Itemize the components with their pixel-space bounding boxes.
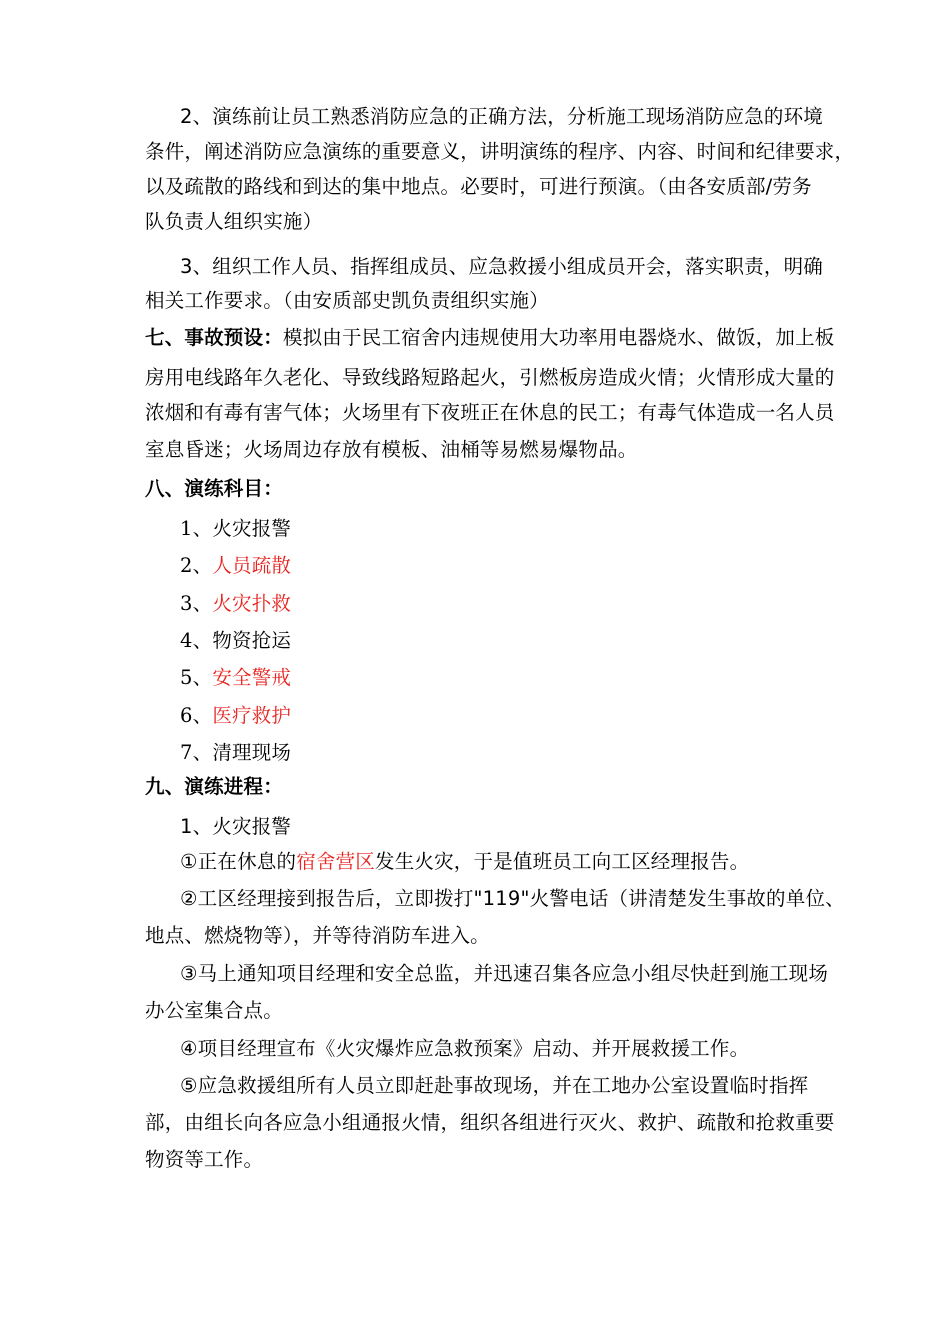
drill-subject-label: 清理现场 <box>212 741 292 764</box>
prep-item2-line: 2、演练前让员工熟悉消防应急的正确方法，分析施工现场消防应急的环境 <box>180 105 824 128</box>
drill-subject-label: 安全警戒 <box>212 666 292 689</box>
drill-subject-number: 4、 <box>180 629 213 652</box>
step2-line: 地点、燃烧物等），并等待消防车进入。 <box>145 924 490 947</box>
prep-item2-line: 条件，阐述消防应急演练的重要意义，讲明演练的程序、内容、时间和纪律要求， <box>145 140 855 163</box>
prep-item3-line: 3、组织工作人员、指挥组成员、应急救援小组成员开会，落实职责，明确 <box>180 255 824 278</box>
drill-subject-label: 医疗救护 <box>212 704 292 727</box>
drill-subject-label: 物资抢运 <box>212 629 292 652</box>
section7-heading: 七、事故预设： <box>145 326 283 349</box>
step1-text-pre: ①正在休息的 <box>180 850 297 873</box>
prep-item3-line: 相关工作要求。（由安质部史凯负责组织实施） <box>145 289 549 312</box>
drill-subject-number: 2、 <box>180 554 213 577</box>
step3-line: 办公室集合点。 <box>145 999 283 1022</box>
drill-subject-number: 7、 <box>180 741 213 764</box>
step4-line: ④项目经理宣布《火灾爆炸应急救预案》启动、并开展救援工作。 <box>180 1037 750 1060</box>
drill-subject-item <box>180 703 291 729</box>
drill-subject-number: 6、 <box>180 704 213 727</box>
drill-subject-item <box>180 553 291 579</box>
step5-line: 部，由组长向各应急小组通报火情，组织各组进行灭火、救护、疏散和抢救重要 <box>145 1111 835 1134</box>
section8-heading: 八、演练科目： <box>145 477 283 500</box>
prep-item2-line: 队负责人组织实施） <box>145 210 323 233</box>
drill-subject-number: 1、 <box>180 517 213 540</box>
drill-subject-label: 火灾扑救 <box>212 592 292 615</box>
section7-line: 房用电线路年久老化、导致线路短路起火，引燃板房造成火情；火情形成大量的 <box>145 366 835 389</box>
drill-subject-label: 人员疏散 <box>212 554 292 577</box>
drill-subject-number: 3、 <box>180 592 213 615</box>
step5-line: 物资等工作。 <box>145 1148 264 1171</box>
drill-subject-label: 火灾报警 <box>212 517 292 540</box>
section9-heading: 九、演练进程： <box>145 775 283 798</box>
drill-subject-item <box>180 591 291 617</box>
drill-subject-item <box>180 628 291 654</box>
section7-text: 模拟由于民工宿舍内违规使用大功率用电器烧水、做饭，加上板 <box>282 326 835 349</box>
prep-item2-line: 以及疏散的路线和到达的集中地点。必要时，可进行预演。（由各安质部/劳务 <box>145 175 812 198</box>
section7-line: 室息昏迷；火场周边存放有模板、油桶等易燃易爆物品。 <box>145 438 638 461</box>
section7-first-line <box>145 325 835 351</box>
step1-line <box>180 849 749 875</box>
drill-subject-item <box>180 516 291 542</box>
drill-subject-item <box>180 740 291 766</box>
drill-subject-item <box>180 665 291 691</box>
step5-line: ⑤应急救援组所有人员立即赶赴事故现场，并在工地办公室设置临时指挥 <box>180 1074 809 1097</box>
step1-text-post: 发生火灾，于是值班员工向工区经理报告。 <box>375 850 750 873</box>
step1-highlight: 宿舍营区 <box>296 850 375 873</box>
step2-line: ②工区经理接到报告后，立即拨打"119"火警电话（讲清楚发生事故的单位、 <box>180 887 845 910</box>
section7-line: 浓烟和有毒有害气体；火场里有下夜班正在休息的民工；有毒气体造成一名人员 <box>145 401 835 424</box>
section9-subheading: 1、火灾报警 <box>180 815 292 838</box>
step3-line: ③马上通知项目经理和安全总监，并迅速召集各应急小组尽快赶到施工现场 <box>180 962 829 985</box>
drill-subject-number: 5、 <box>180 666 213 689</box>
